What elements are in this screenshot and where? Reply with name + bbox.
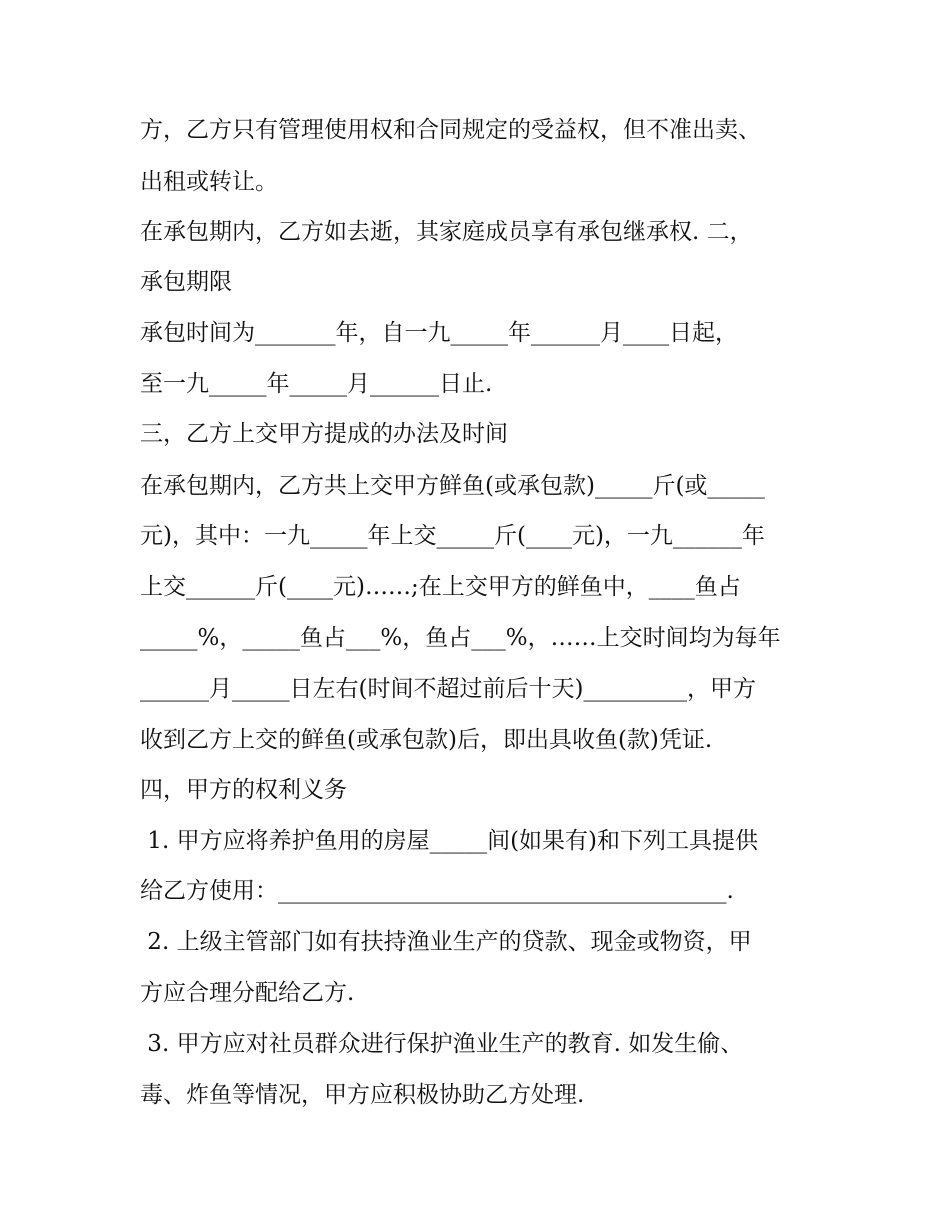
text-line: 承包时间为_______年，自一九_____年______月____日起， xyxy=(140,320,738,346)
text-line: 元)，其中：一九_____年上交_____斤(____元)，一九______年 xyxy=(140,523,765,549)
text-line: 毒、炸鱼等情况，甲方应积极协助乙方处理. xyxy=(140,1082,585,1108)
text-line: 承包期限 xyxy=(140,269,232,295)
list-item: 3. 甲方应对社员群众进行保护渔业生产的教育. 如发生偷、 xyxy=(140,1031,744,1057)
text-line: 方应合理分配给乙方. xyxy=(140,980,355,1006)
text-line: _____%，_____鱼占___%，鱼占___%，……上交时间均为每年 xyxy=(140,625,781,651)
text-line: 方，乙方只有管理使用权和合同规定的受益权，但不准出卖、 xyxy=(140,117,761,143)
text-line: ______月_____日左右(时间不超过前后十天)_________，甲方 xyxy=(140,676,756,702)
text-line: 上交______斤(____元)……;在上交甲方的鲜鱼中，____鱼占 xyxy=(140,574,741,600)
text-line: 收到乙方上交的鲜鱼(或承包款)后，即出具收鱼(款)凭证. xyxy=(140,727,713,753)
list-item: 1. 甲方应将养护鱼用的房屋_____间(如果有)和下列工具提供 xyxy=(140,828,759,854)
section-heading: 四，甲方的权利义务 xyxy=(140,777,347,803)
text-line: 给乙方使用：_______________________________________. xyxy=(140,878,734,904)
text-line: 至一九_____年_____月______日止. xyxy=(140,371,493,397)
text-line: 出租或转让。 xyxy=(140,169,278,195)
text-line: 在承包期内，乙方共上交甲方鲜鱼(或承包款)_____斤(或_____ xyxy=(140,473,765,499)
text-line: 在承包期内，乙方如去逝，其家庭成员享有承包继承权. 二， xyxy=(140,219,753,245)
section-heading: 三，乙方上交甲方提成的办法及时间 xyxy=(140,421,508,447)
list-item: 2. 上级主管部门如有扶持渔业生产的贷款、现金或物资，甲 xyxy=(140,929,752,955)
